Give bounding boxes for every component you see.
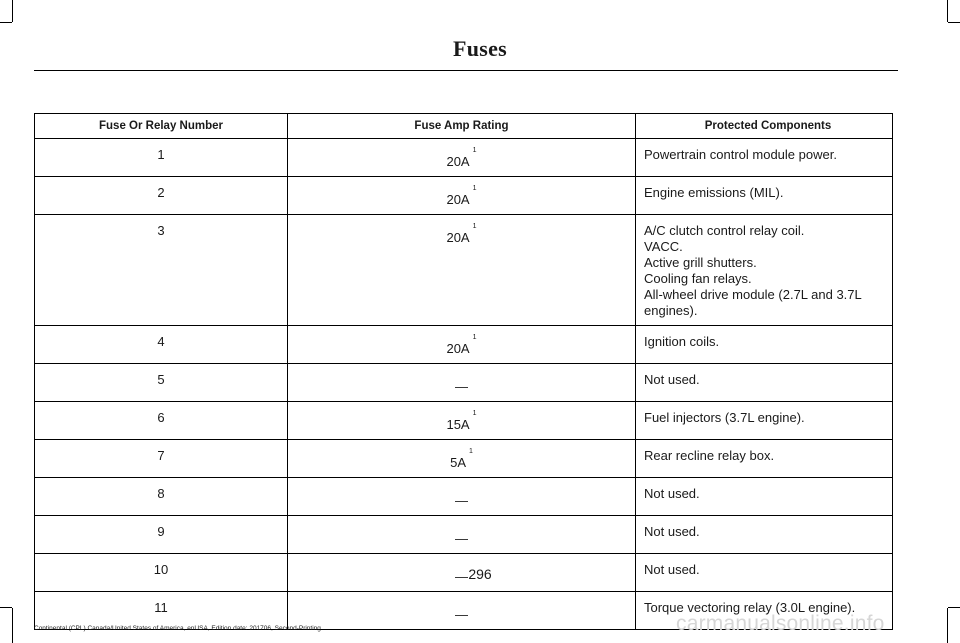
amp-rating-cell: [288, 440, 636, 478]
protected-components-cell: [636, 215, 893, 326]
edition-footer: Continental (CPL) Canada/United States of America, enUSA, Edition date: 201706, Second-Printing: [34, 625, 321, 632]
fuse-number-cell: 7: [35, 440, 288, 478]
protected-components-cell: [636, 364, 893, 402]
header-divider: [34, 70, 898, 71]
crop-mark-bottom-left-v: [12, 608, 13, 643]
amp-rating-value: 20A: [446, 192, 470, 207]
amp-rating-value: —: [455, 379, 468, 394]
amp-rating-value: —: [455, 493, 468, 508]
amp-rating-cell: [288, 215, 636, 326]
component-line: VACC.: [644, 239, 683, 254]
crop-mark-bottom-left-h: [0, 607, 12, 608]
crop-mark-top-left-h: [0, 22, 12, 23]
fuse-number-cell: 6: [35, 402, 288, 440]
footnote-marker: 1: [472, 410, 477, 417]
crop-mark-bottom-right-v: [947, 608, 948, 643]
watermark: carmanualsonline.info: [676, 612, 885, 635]
fuse-number-cell: 10: [35, 554, 288, 592]
column-header-amp: Fuse Amp Rating: [288, 114, 636, 139]
amp-rating-cell: [288, 478, 636, 516]
crop-mark-top-left-v: [12, 0, 13, 22]
table-row: [35, 177, 893, 215]
footnote-marker: 1: [472, 223, 477, 230]
protected-components-cell: [636, 440, 893, 478]
fuse-number-cell: 4: [35, 326, 288, 364]
amp-rating-value: 20A: [446, 154, 470, 169]
component-line: Cooling fan relays.: [644, 271, 752, 286]
component-line: All-wheel drive module (2.7L and 3.7L: [644, 287, 862, 302]
amp-rating-cell: [288, 516, 636, 554]
amp-rating-cell: [288, 326, 636, 364]
page-number: 296: [468, 566, 492, 582]
footnote-marker: 1: [472, 147, 477, 154]
table-header-row: [35, 114, 893, 139]
fuse-number-cell: 3: [35, 215, 288, 326]
fuse-number-cell: 2: [35, 177, 288, 215]
amp-rating-value: 20A: [446, 341, 470, 356]
amp-rating-cell: [288, 402, 636, 440]
component-line: A/C clutch control relay coil.: [644, 223, 805, 238]
amp-rating-value: —: [455, 531, 468, 546]
component-line: Not used.: [644, 524, 700, 539]
table-row: [35, 215, 893, 326]
component-line: Not used.: [644, 562, 700, 577]
protected-components-cell: [636, 326, 893, 364]
component-line: Engine emissions (MIL).: [644, 185, 784, 200]
protected-components-cell: [636, 478, 893, 516]
component-line: engines).: [644, 303, 698, 318]
component-line: Ignition coils.: [644, 334, 720, 349]
fuse-number-cell: 8: [35, 478, 288, 516]
column-header-components: Protected Components: [636, 114, 893, 139]
amp-rating-cell: [288, 139, 636, 177]
amp-rating-cell: [288, 177, 636, 215]
amp-rating-value: 5A: [450, 455, 466, 470]
footnote-marker: 1: [472, 185, 477, 192]
amp-rating-cell: [288, 364, 636, 402]
table-row: [35, 478, 893, 516]
footnote-marker: 1: [472, 334, 477, 341]
table-row: [35, 402, 893, 440]
fuse-number-cell: 9: [35, 516, 288, 554]
fuse-table: [34, 113, 893, 630]
table-row: [35, 326, 893, 364]
crop-mark-top-right-h: [948, 22, 960, 23]
table-row: [35, 139, 893, 177]
protected-components-cell: [636, 139, 893, 177]
crop-mark-bottom-right-h: [948, 607, 960, 608]
crop-mark-top-right-v: [947, 0, 948, 22]
table-row: [35, 516, 893, 554]
column-header-number: Fuse Or Relay Number: [35, 114, 288, 139]
fuse-table-body: [35, 139, 893, 630]
fuse-number-cell: 5: [35, 364, 288, 402]
component-line: Rear recline relay box.: [644, 448, 775, 463]
amp-rating-value: —: [455, 607, 468, 622]
amp-rating-cell: [288, 592, 636, 630]
protected-components-cell: [636, 402, 893, 440]
amp-rating-value: 15A: [446, 417, 470, 432]
protected-components-cell: [636, 516, 893, 554]
footnote-marker: 1: [469, 448, 473, 455]
component-line: Active grill shutters.: [644, 255, 757, 270]
amp-rating-value: —: [455, 569, 468, 584]
component-line: Not used.: [644, 372, 700, 387]
component-line: Fuel injectors (3.7L engine).: [644, 410, 805, 425]
amp-rating-value: 20A: [446, 230, 470, 245]
component-line: Torque vectoring relay (3.0L engine).: [644, 600, 856, 615]
component-line: Powertrain control module power.: [644, 147, 837, 162]
fuse-number-cell: 11: [35, 592, 288, 630]
protected-components-cell: [636, 177, 893, 215]
table-row: [35, 364, 893, 402]
fuse-number-cell: 1: [35, 139, 288, 177]
page-title: Fuses: [452, 36, 508, 61]
component-line: Not used.: [644, 486, 700, 501]
table-row: [35, 440, 893, 478]
